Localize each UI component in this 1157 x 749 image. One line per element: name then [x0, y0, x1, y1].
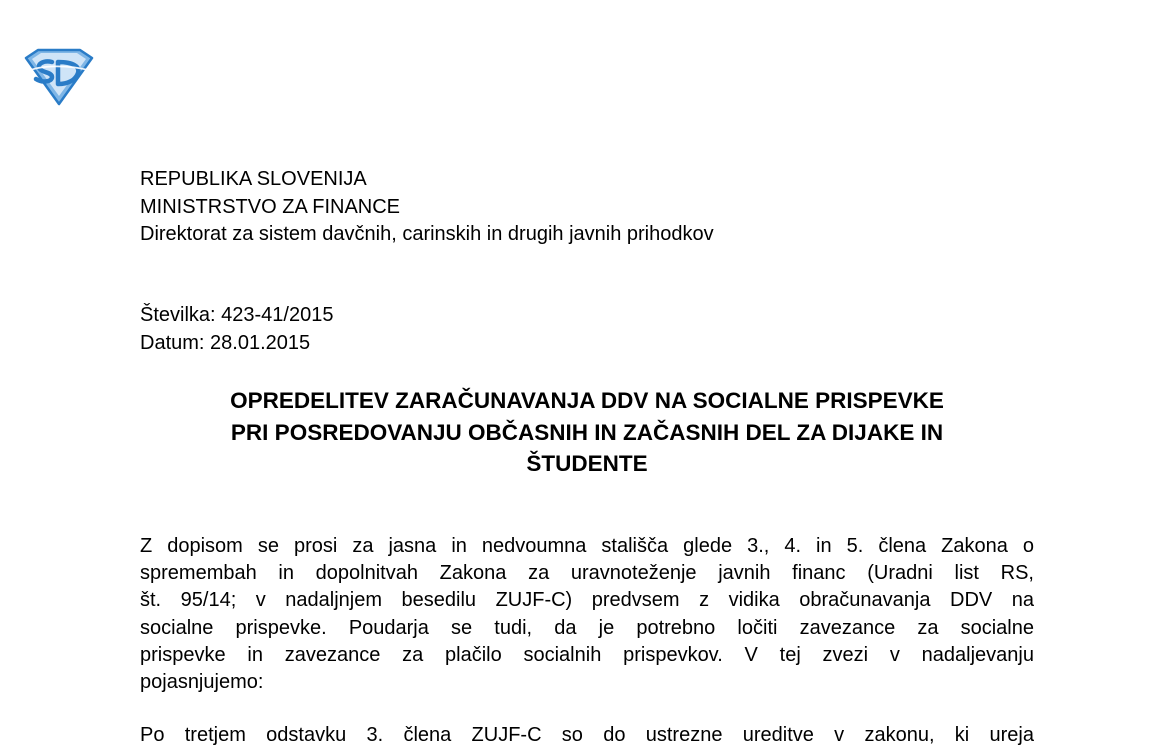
header-country: REPUBLIKA SLOVENIJA — [140, 168, 367, 190]
header-directorate: Direktorat za sistem davčnih, carinskih in drugih javnih prihodkov — [140, 223, 714, 245]
reference-number: Številka: 423-41/2015 — [140, 304, 334, 326]
paragraph-line: pojasnjujemo: — [140, 671, 264, 694]
sd-shield-logo — [22, 48, 96, 106]
paragraph-line: socialne prispevke. Poudarja se tudi, da je potrebno ločiti zavezance za socialne — [140, 616, 1034, 639]
title-line: PRI POSREDOVANJU OBČASNIH IN ZAČASNIH DEL ZA DIJAKE IN — [230, 419, 944, 445]
paragraph-line: št. 95/14; v nadaljnjem besedilu ZUJF-C) predvsem z vidika obračunavanja DDV na — [140, 589, 1034, 612]
body-paragraph-2 — [140, 722, 1034, 749]
paragraph-line: Po tretjem odstavku 3. člena ZUJF-C so do ustrezne ureditve v zakonu, ki ureja — [140, 724, 1034, 746]
title-line: OPREDELITEV ZARAČUNAVANJA DDV NA SOCIALNE PRISPEVKE — [230, 388, 944, 413]
reference-date: Datum: 28.01.2015 — [140, 331, 311, 354]
paragraph-line: prispevke in zavezance za plačilo socialnih prispevkov. V tej zvezi v nadaljevanju — [140, 643, 1034, 666]
body-paragraph-1 — [140, 533, 1034, 696]
paragraph-line: spremembah in dopolnitvah Zakona za uravnoteženje javnih financ (Uradni list RS, — [140, 562, 1034, 585]
document-reference — [140, 302, 333, 357]
document-title — [140, 385, 1034, 480]
paragraph-line: Z dopisom se prosi za jasna in nedvoumna stališča glede 3., 4. in 5. člena Zakona o — [140, 535, 1034, 557]
shield-emblem-icon — [22, 48, 96, 106]
title-line: ŠTUDENTE — [526, 451, 648, 476]
header-ministry: MINISTRSTVO ZA FINANCE — [140, 195, 401, 218]
issuer-header — [140, 166, 714, 249]
